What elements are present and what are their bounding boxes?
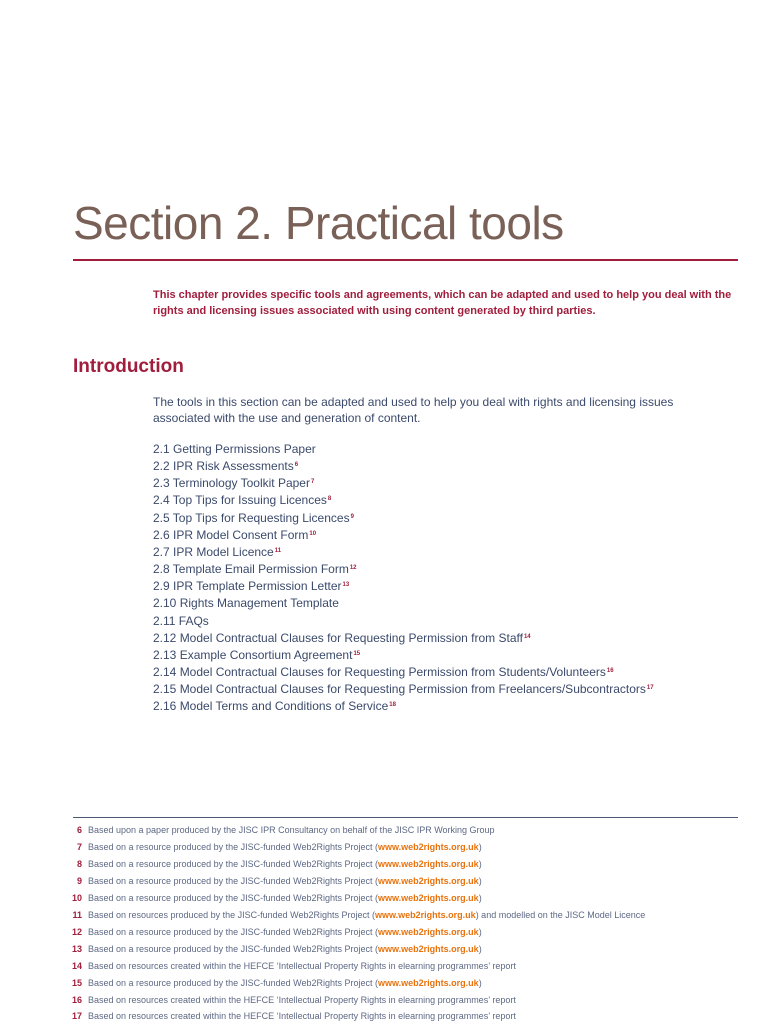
footnote-number: 8 [76, 858, 82, 869]
tool-label: 2.9 IPR Template Permission Letter [153, 579, 342, 594]
footnote-number: 14 [71, 960, 82, 971]
footnote-text: Based on resources created within the HEFCE ‘Intellectual Property Rights in elearning programmes’ report [88, 960, 516, 971]
footnote-link[interactable]: www.web2rights.org.uk [378, 892, 479, 903]
tool-item[interactable] [153, 680, 654, 697]
tools-list [153, 440, 654, 715]
tool-item[interactable] [153, 457, 654, 474]
footnote [68, 873, 645, 890]
footnote-text: Based on resources produced by the JISC-funded Web2Rights Project ( [88, 909, 375, 920]
footnote-number: 7 [76, 841, 82, 852]
footnotes-divider [73, 817, 738, 818]
tool-item[interactable] [153, 491, 654, 508]
footnote-text-after: ) [478, 875, 482, 886]
tool-label: 2.7 IPR Model Licence [153, 544, 274, 559]
footnote-text-after: ) [478, 977, 482, 988]
tool-item[interactable] [153, 612, 654, 629]
tool-item[interactable] [153, 560, 654, 577]
tool-item[interactable] [153, 440, 654, 457]
footnote [68, 941, 645, 958]
footnote [68, 822, 645, 839]
tool-label: 2.14 Model Contractual Clauses for Requesting Permission from Students/Volunteers [153, 665, 606, 680]
footnote-number: 10 [71, 892, 82, 903]
footnote-link[interactable]: www.web2rights.org.uk [378, 977, 479, 988]
footnote-number: 13 [71, 943, 82, 954]
footnote-text: Based on a resource produced by the JISC-funded Web2Rights Project ( [88, 926, 378, 937]
footnote-reference[interactable]: 7 [310, 479, 315, 486]
footnote [68, 907, 645, 924]
footnote-text: Based on a resource produced by the JISC-funded Web2Rights Project ( [88, 875, 378, 886]
footnote-reference[interactable]: 13 [342, 582, 350, 589]
tool-item[interactable] [153, 663, 654, 680]
tool-item[interactable] [153, 697, 654, 714]
footnote-text-after: ) and modelled on the JISC Model Licence [475, 909, 646, 920]
tool-label: 2.11 FAQs [153, 613, 209, 628]
footnote-link[interactable]: www.web2rights.org.uk [378, 875, 479, 886]
footnote-reference[interactable]: 17 [646, 685, 654, 692]
tool-item[interactable] [153, 577, 654, 594]
tool-label: 2.12 Model Contractual Clauses for Requesting Permission from Staff [153, 630, 523, 645]
footnote-number: 11 [72, 909, 82, 920]
footnote-text-after: ) [478, 926, 482, 937]
tool-item[interactable] [153, 526, 654, 543]
tool-label: 2.4 Top Tips for Issuing Licences [153, 493, 327, 508]
page-title: Section 2. Practical tools [73, 197, 564, 249]
footnote-number: 6 [76, 825, 82, 835]
footnote [68, 839, 645, 856]
footnote-text: Based on resources created within the HEFCE ‘Intellectual Property Rights in elearning programmes’ report [88, 994, 516, 1005]
tool-item[interactable] [153, 543, 654, 560]
footnotes-list [68, 822, 645, 1025]
footnote-text: Based on a resource produced by the JISC-funded Web2Rights Project ( [88, 892, 378, 903]
footnote-number: 16 [71, 994, 82, 1005]
footnote-text: Based on a resource produced by the JISC-funded Web2Rights Project ( [88, 858, 378, 869]
tool-label: 2.10 Rights Management Template [153, 596, 339, 611]
footnote [68, 958, 645, 975]
tool-label: 2.3 Terminology Toolkit Paper [153, 476, 310, 491]
tool-label: 2.13 Example Consortium Agreement [153, 647, 353, 662]
footnote-reference[interactable]: 12 [349, 565, 357, 572]
footnote-text: Based upon a paper produced by the JISC IPR Consultancy on behalf of the JISC IPR Working Group [88, 825, 495, 835]
footnote [68, 1008, 645, 1025]
footnote-reference[interactable]: 11 [274, 547, 282, 554]
tool-label: 2.5 Top Tips for Requesting Licences [153, 510, 350, 525]
introduction-body: The tools in this section can be adapted and used to help you deal with rights and licensing issues associated with the use and generation of content. [153, 395, 674, 425]
tool-item[interactable] [153, 629, 654, 646]
footnote-reference[interactable]: 16 [606, 668, 614, 675]
tool-label: 2.6 IPR Model Consent Form [153, 527, 309, 542]
footnote [68, 975, 645, 992]
footnote-reference[interactable]: 18 [389, 702, 396, 709]
footnote-text: Based on resources created within the HEFCE ‘Intellectual Property Rights in elearning programmes’ report [88, 1011, 516, 1022]
footnote-number: 9 [76, 875, 82, 886]
footnote-text: Based on a resource produced by the JISC-funded Web2Rights Project ( [88, 841, 378, 852]
tool-label: 2.15 Model Contractual Clauses for Requesting Permission from Freelancers/Subcontractors [153, 682, 646, 697]
footnote-link[interactable]: www.web2rights.org.uk [378, 943, 479, 954]
tool-label: 2.2 IPR Risk Assessments [153, 459, 294, 474]
footnote-reference[interactable]: 15 [353, 650, 361, 657]
tool-item[interactable] [153, 594, 654, 611]
footnote-reference[interactable]: 14 [523, 633, 531, 640]
footnote-reference[interactable]: 9 [350, 513, 354, 520]
tool-item[interactable] [153, 646, 654, 663]
footnote [68, 890, 645, 907]
tool-label: 2.16 Model Terms and Conditions of Service [153, 699, 389, 714]
footnote [68, 924, 645, 941]
tool-label: 2.8 Template Email Permission Form [153, 562, 349, 577]
footnote-text-after: ) [478, 943, 482, 954]
tool-item[interactable] [153, 509, 654, 526]
footnote-link[interactable]: www.web2rights.org.uk [378, 926, 479, 937]
footnote-link[interactable]: www.web2rights.org.uk [378, 841, 479, 852]
footnote-reference[interactable]: 10 [309, 530, 317, 537]
footnote-link[interactable]: www.web2rights.org.uk [375, 909, 476, 920]
footnote [68, 992, 645, 1009]
footnote-text: Based on a resource produced by the JISC-funded Web2Rights Project ( [88, 977, 378, 988]
footnote-reference[interactable]: 6 [294, 462, 299, 469]
footnote-text-after: ) [478, 892, 482, 903]
tool-item[interactable] [153, 474, 654, 491]
footnote-number: 17 [71, 1011, 82, 1022]
footnote-text: Based on a resource produced by the JISC-funded Web2Rights Project ( [88, 943, 378, 954]
chapter-lead: This chapter provides specific tools and agreements, which can be adapted and used to help you deal with the rights and licensing issues associated with using content generated by third parties. [153, 289, 732, 317]
footnote-text-after: ) [478, 858, 482, 869]
introduction-heading: Introduction [73, 356, 184, 377]
footnote-number: 15 [71, 977, 82, 988]
footnote-reference[interactable]: 8 [327, 496, 332, 503]
footnote-link[interactable]: www.web2rights.org.uk [378, 858, 479, 869]
footnote [68, 856, 645, 873]
tool-label: 2.1 Getting Permissions Paper [153, 442, 316, 456]
footnote-text-after: ) [478, 841, 482, 852]
footnote-number: 12 [71, 926, 82, 937]
title-divider [73, 259, 738, 261]
